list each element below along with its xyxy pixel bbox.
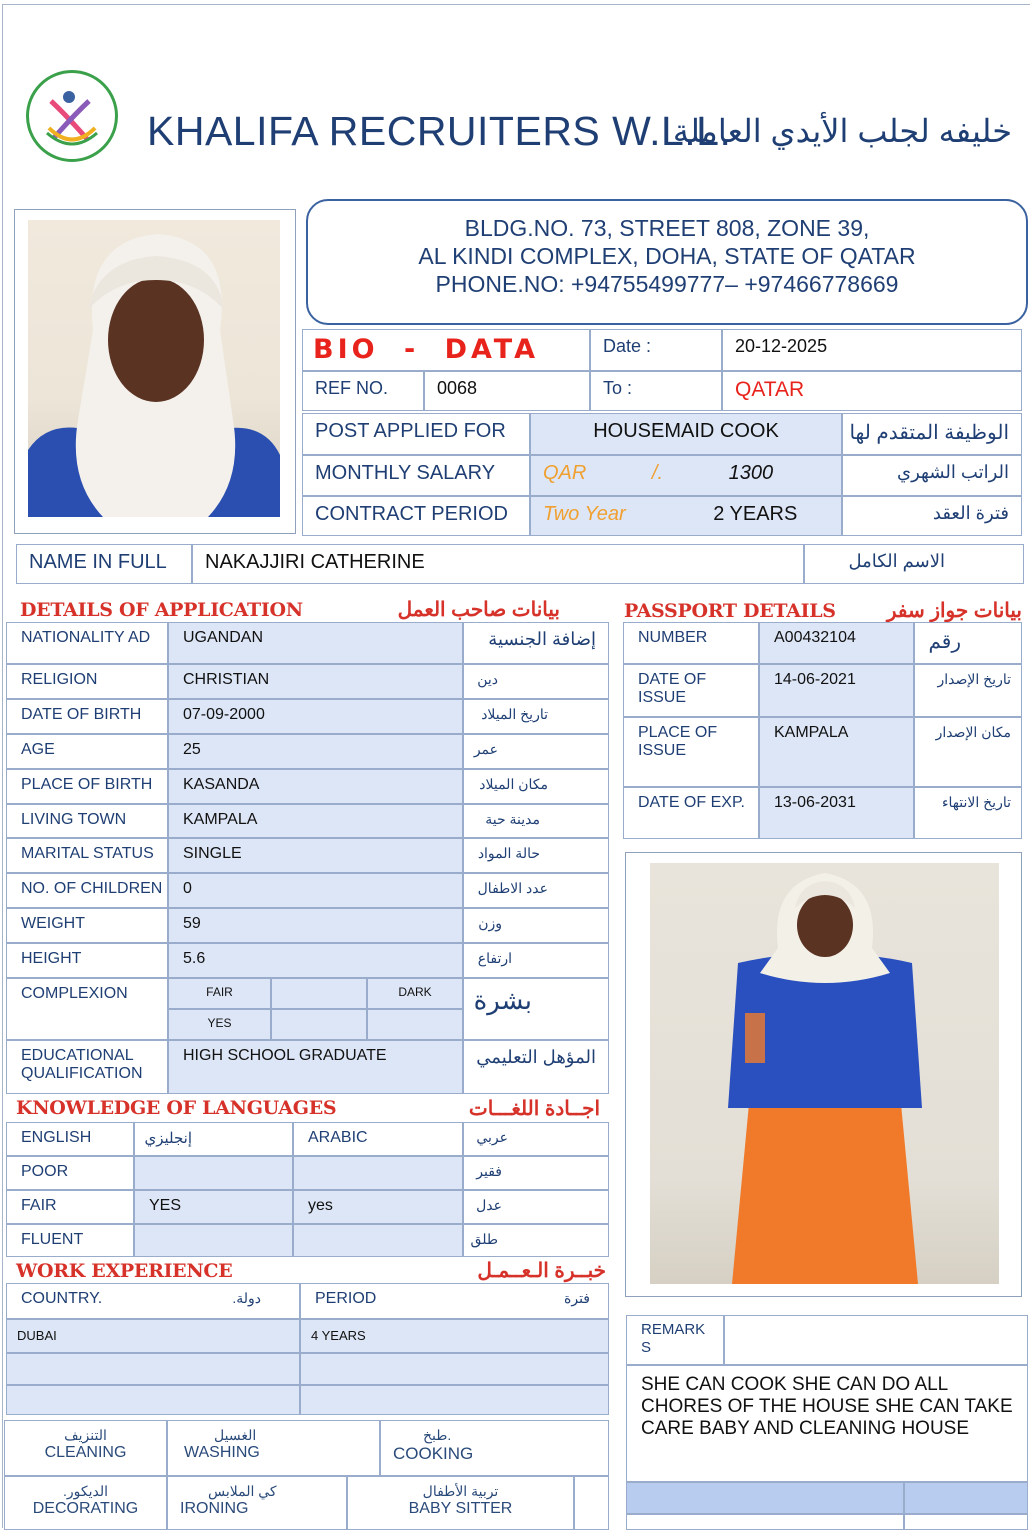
post-applied-label: POST APPLIED FOR [302,413,530,455]
skill-cleaning [4,1420,167,1476]
portrait-photo-frame [14,209,296,534]
skill-ironing-arabic: كي الملابس [208,1483,277,1499]
complexion-fair-selected: YES [168,1009,271,1040]
remarks-footer-right [904,1514,1028,1530]
nationality-label: NATIONALITY AD [6,622,168,664]
issue-date-label: DATE OF ISSUE [623,664,759,717]
expiry-date-value: 13-06-2031 [759,787,914,839]
company-name-arabic: خليفه لجلب الأيدي العاملة [672,113,1012,149]
full-body-photo-frame [625,852,1022,1297]
weight-value: 59 [168,908,463,943]
lang-arabic-arabic: عربي [463,1122,609,1156]
remarks-header-blank [724,1315,1028,1365]
work-row-empty-1a [6,1353,300,1385]
company-name: KHALIFA RECRUITERS W.L.L. [147,108,732,154]
issue-place-value: KAMPALA [759,717,914,787]
remarks-bar-right [904,1482,1028,1514]
skill-blank [574,1476,609,1530]
ref-no-label: REF NO. [302,371,424,411]
to-value: QATAR [722,371,1022,411]
application-section-title: DETAILS OF APPLICATION [20,599,303,621]
full-body-photo [650,863,999,1284]
skill-washing-label: WASHING [184,1444,260,1461]
dob-value: 07-09-2000 [168,699,463,734]
skill-cleaning-label: CLEANING [44,1444,127,1461]
lang-fluent-english [134,1224,293,1257]
dob-label: DATE OF BIRTH [6,699,168,734]
skill-decorating-arabic: الديكور. [62,1483,108,1499]
application-section-title-arabic: بيانات صاحب العمل [397,599,560,621]
skill-cleaning-arabic: التنزيف [64,1427,107,1443]
salary-amount: 1300 [728,462,774,484]
issue-place-arabic: مكان الإصدار [914,717,1022,787]
contract-period-cell [530,496,842,536]
lang-fair-arabic: yes [293,1190,463,1224]
religion-label: RELIGION [6,664,168,699]
nationality-value: UGANDAN [168,622,463,664]
religion-arabic: دين [463,664,609,699]
complexion-fair: FAIR [168,978,271,1009]
living-town-arabic: مدينة حية [463,804,609,838]
languages-section-title-arabic: اجــادة اللغـــات [468,1098,600,1120]
work-country-header [6,1283,300,1319]
monthly-salary-cell [530,455,842,496]
skill-baby-sitter-label: BABY SITTER [408,1500,513,1517]
lang-poor-arabic-label: فقير [463,1156,609,1190]
marital-status-value: SINGLE [168,838,463,873]
company-logo [26,70,118,162]
skill-washing [167,1420,380,1476]
date-value: 20-12-2025 [722,329,1022,371]
monthly-salary-arabic: الراتب الشهري [842,455,1022,496]
remarks-text: SHE CAN COOK SHE CAN DO ALL CHORES OF THE HOUSE SHE CAN TAKE CARE BABY AND CLEANING HOUSE [626,1365,1028,1482]
contract-period-label: CONTRACT PERIOD [302,496,530,536]
complexion-label: COMPLEXION [6,978,168,1040]
place-of-birth-label: PLACE OF BIRTH [6,769,168,804]
address-line-1: BLDG.NO. 73, STREET 808, ZONE 39, [464,215,870,241]
contract-value: 2 YEARS [713,503,798,525]
ref-no-value: 0068 [424,371,590,411]
name-arabic: الاسم الكامل [804,544,1024,584]
monthly-salary-label: MONTHLY SALARY [302,455,530,496]
lang-arabic-label: ARABIC [293,1122,463,1156]
remarks-label: REMARKS [626,1315,724,1365]
work-row-country: DUBAI [6,1319,300,1353]
skill-washing-arabic: الغسيل [214,1427,257,1443]
passport-number-arabic: رقم [914,622,1022,664]
skill-baby-sitter-arabic: تربية الأطفال [422,1483,499,1499]
logo-figure-icon [29,73,115,159]
remarks-bar-left [626,1482,904,1514]
weight-arabic: وزن [463,908,609,943]
lang-english-label: ENGLISH [6,1122,134,1156]
nationality-arabic: إضافة الجنسية [463,622,609,664]
salary-currency: QAR [543,462,587,484]
work-row-empty-2b [300,1385,609,1415]
height-value: 5.6 [168,943,463,978]
skill-decorating [4,1476,167,1530]
contract-period-arabic: فترة العقد [842,496,1022,536]
children-arabic: عدد الاطفال [463,873,609,908]
work-period-arabic: فترة [564,1290,590,1306]
name-label: NAME IN FULL [16,544,192,584]
work-section-title: WORK EXPERIENCE [16,1260,233,1282]
expiry-date-label: DATE OF EXP. [623,787,759,839]
age-label: AGE [6,734,168,769]
contract-hint: Two Year [543,503,626,525]
issue-date-value: 14-06-2021 [759,664,914,717]
address-line-2: AL KINDI COMPLEX, DOHA, STATE OF QATAR [418,243,916,269]
company-address-box [306,199,1028,325]
bio-data-title: BIO - DATA [313,334,540,365]
skill-decorating-label: DECORATING [32,1500,139,1517]
bio-data-title-cell [302,329,590,371]
work-row-empty-2a [6,1385,300,1415]
work-country-arabic: دولة. [232,1290,261,1306]
work-period-label: PERIOD [315,1290,377,1307]
to-label: To : [590,371,722,411]
skill-ironing-label: IRONING [180,1500,249,1517]
height-label: HEIGHT [6,943,168,978]
work-section-title-arabic: خبــرة الـعــمـل [477,1260,606,1282]
marital-status-arabic: حالة المواد [463,838,609,873]
post-applied-value: HOUSEMAID COOK [530,413,842,455]
children-label: NO. OF CHILDREN [6,873,168,908]
weight-label: WEIGHT [6,908,168,943]
passport-section-title: PASSPORT DETAILS [624,600,836,622]
lang-fair-arabic-label: عدل [463,1190,609,1224]
portrait-photo [28,220,280,517]
marital-status-label: MARITAL STATUS [6,838,168,873]
education-label: EDUCATIONAL QUALIFICATION [6,1040,168,1094]
complexion-arabic: بشرة [463,978,609,1040]
passport-section-title-arabic: بيانات جواز سفر [886,600,1022,622]
religion-value: CHRISTIAN [168,664,463,699]
skill-cooking-label: COOKING [393,1444,474,1463]
lang-poor-arabic [293,1156,463,1190]
languages-section-title: KNOWLEDGE OF LANGUAGES [16,1097,337,1119]
place-of-birth-arabic: مكان الميلاد [463,769,609,804]
skill-ironing [167,1476,347,1530]
place-of-birth-value: KASANDA [168,769,463,804]
living-town-value: KAMPALA [168,804,463,838]
expiry-date-arabic: تاريخ الانتهاء [914,787,1022,839]
address-phone: PHONE.NO: +94755499777– +97466778669 [435,271,899,297]
lang-english-arabic: إنجليزي [134,1122,293,1156]
dob-arabic: تاريخ الميلاد [463,699,609,734]
post-applied-arabic: الوظيفة المتقدم لها [842,413,1022,455]
lang-fluent-label: FLUENT [6,1224,134,1257]
work-row-empty-1b [300,1353,609,1385]
lang-fluent-arabic [293,1224,463,1257]
remarks-footer-left [626,1514,904,1530]
lang-fair-english: YES [134,1190,293,1224]
lang-fluent-arabic-label: طلق [463,1224,609,1257]
education-arabic: المؤهل التعليمي [463,1040,609,1094]
name-value: NAKAJJIRI CATHERINE [192,544,804,584]
work-country-label: COUNTRY. [21,1290,103,1307]
children-value: 0 [168,873,463,908]
date-label: Date : [590,329,722,371]
complexion-dark-selected [367,1009,463,1040]
lang-fair-label: FAIR [6,1190,134,1224]
work-period-header [300,1283,609,1319]
complexion-blank-2 [271,1009,367,1040]
issue-date-arabic: تاريخ الإصدار [914,664,1022,717]
lang-poor-english [134,1156,293,1190]
age-value: 25 [168,734,463,769]
passport-number-label: NUMBER [623,622,759,664]
height-arabic: ارتفاع [463,943,609,978]
issue-place-label: PLACE OF ISSUE [623,717,759,787]
salary-separator: /. [651,462,664,484]
complexion-blank [271,978,367,1009]
education-value: HIGH SCHOOL GRADUATE [168,1040,463,1094]
skill-cooking [380,1420,609,1476]
skill-cooking-arabic: طبخ. [423,1427,452,1443]
passport-number-value: A00432104 [759,622,914,664]
complexion-dark: DARK [367,978,463,1009]
lang-poor-label: POOR [6,1156,134,1190]
skill-baby-sitter [347,1476,574,1530]
work-row-period: 4 YEARS [300,1319,609,1353]
age-arabic: عمر [463,734,609,769]
living-town-label: LIVING TOWN [6,804,168,838]
